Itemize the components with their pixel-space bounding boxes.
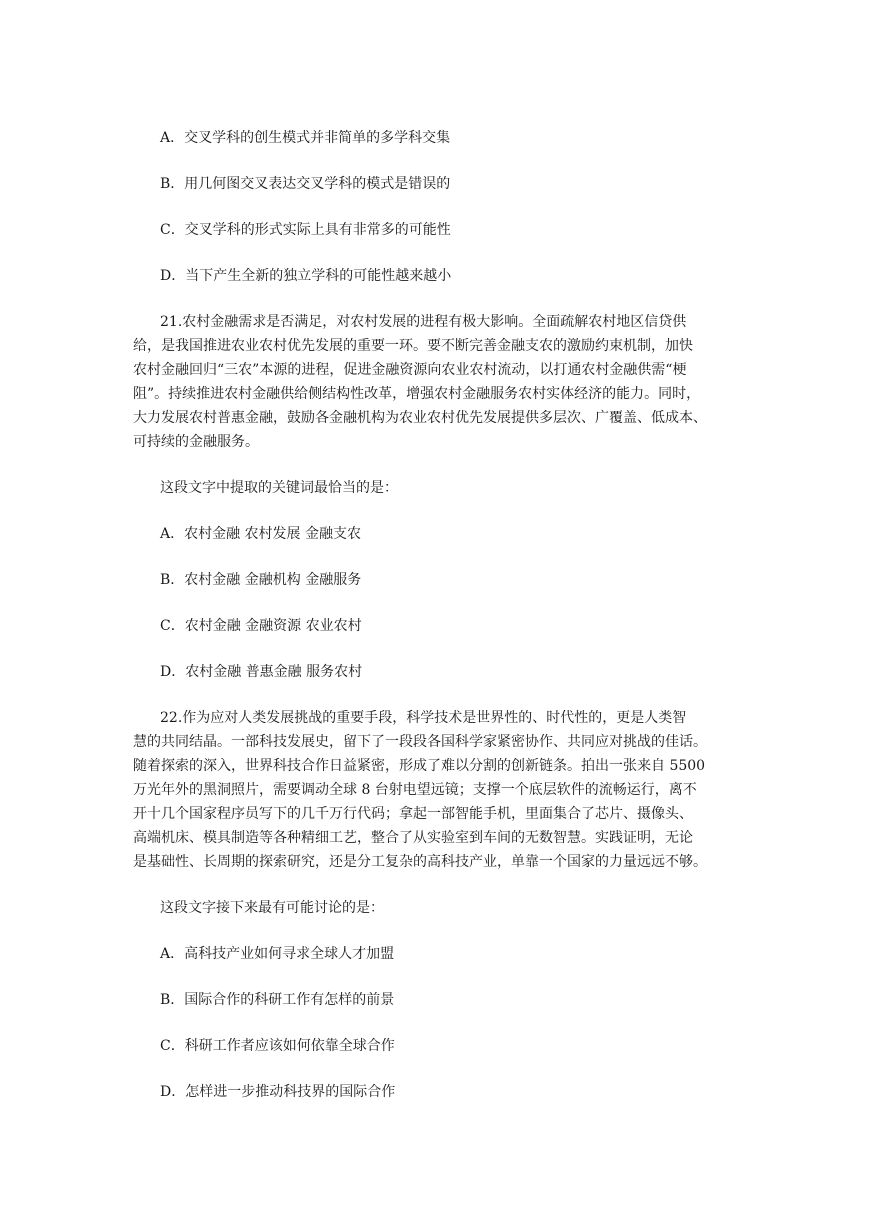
q22-line-4: 万光年外的黑洞照片，需要调动全球 8 台射电望远镜；支撑一个底层软件的流畅运行，离不 [133,782,697,798]
q22-line-6: 高端机床、模具制造等各种精细工艺，整合了从实验室到车间的无数智慧。实践证明，无论 [133,830,693,846]
page-content [133,126,708,1104]
q20-option-d: D．当下产生全新的独立学科的可能性越来越小 [160,268,452,284]
q22-line-5: 开十几个国家程序员写下的几千万行代码；拿起一部智能手机，里面集合了芯片、摄像头、 [133,806,693,822]
q21-line-4: 阻”。持续推进农村金融供给侧结构性改革，增强农村金融服务农村实体经济的能力。同时， [133,386,701,402]
q20-option-b: B．用几何图交叉表达交叉学科的模式是错误的 [160,176,451,192]
q21-option-c: C．农村金融 金融资源 农业农村 [160,618,362,634]
q21-line-3: 农村金融回归“三农”本源的进程，促进金融资源向农业农村流动，以打通农村金融供需“梗 [133,362,687,378]
q21-line-6: 可持续的金融服务。 [133,434,259,450]
q21-option-d: D．农村金融 普惠金融 服务农村 [160,664,363,680]
q21-option-b: B．农村金融 金融机构 金融服务 [160,572,362,588]
q22-prompt: 这段文字接下来最有可能讨论的是： [160,900,384,916]
q20-option-a: A．交叉学科的创生模式并非简单的多学科交集 [160,130,451,146]
q21-passage [133,310,708,454]
q22-passage [133,706,708,874]
q22-line-7: 是基础性、长周期的探索研究，还是分工复杂的高科技产业，单靠一个国家的力量远远不够。 [133,854,707,870]
q22-line-1: 22.作为应对人类发展挑战的重要手段，科学技术是世界性的、时代性的，更是人类智 [160,710,687,726]
q22-option-c: C．科研工作者应该如何依靠全球合作 [160,1038,395,1054]
q21-line-1: 21.农村金融需求是否满足，对农村发展的进程有极大影响。全面疏解农村地区信贷供 [160,314,687,330]
q22-option-d: D．怎样进一步推动科技界的国际合作 [160,1084,396,1100]
q21-prompt: 这段文字中提取的关键词最恰当的是： [160,480,398,496]
q22-line-2: 慧的共同结晶。一部科技发展史，留下了一段段各国科学家紧密协作、共同应对挑战的佳话。 [133,734,707,750]
q22-line-3: 随着探索的深入，世界科技合作日益紧密，形成了难以分割的创新链条。拍出一张来自 5500 [133,758,706,774]
q20-option-c: C．交叉学科的形式实际上具有非常多的可能性 [160,222,451,238]
q21-line-5: 大力发展农村普惠金融，鼓励各金融机构为农业农村优先发展提供多层次、广覆盖、低成本、 [133,410,707,426]
q22-option-b: B．国际合作的科研工作有怎样的前景 [160,992,395,1008]
q22-option-a: A．高科技产业如何寻求全球人才加盟 [160,946,395,962]
q21-option-a: A．农村金融 农村发展 金融支农 [160,526,362,542]
q21-line-2: 给，是我国推进农业农村优先发展的重要一环。要不断完善金融支农的激励约束机制，加快 [133,338,693,354]
